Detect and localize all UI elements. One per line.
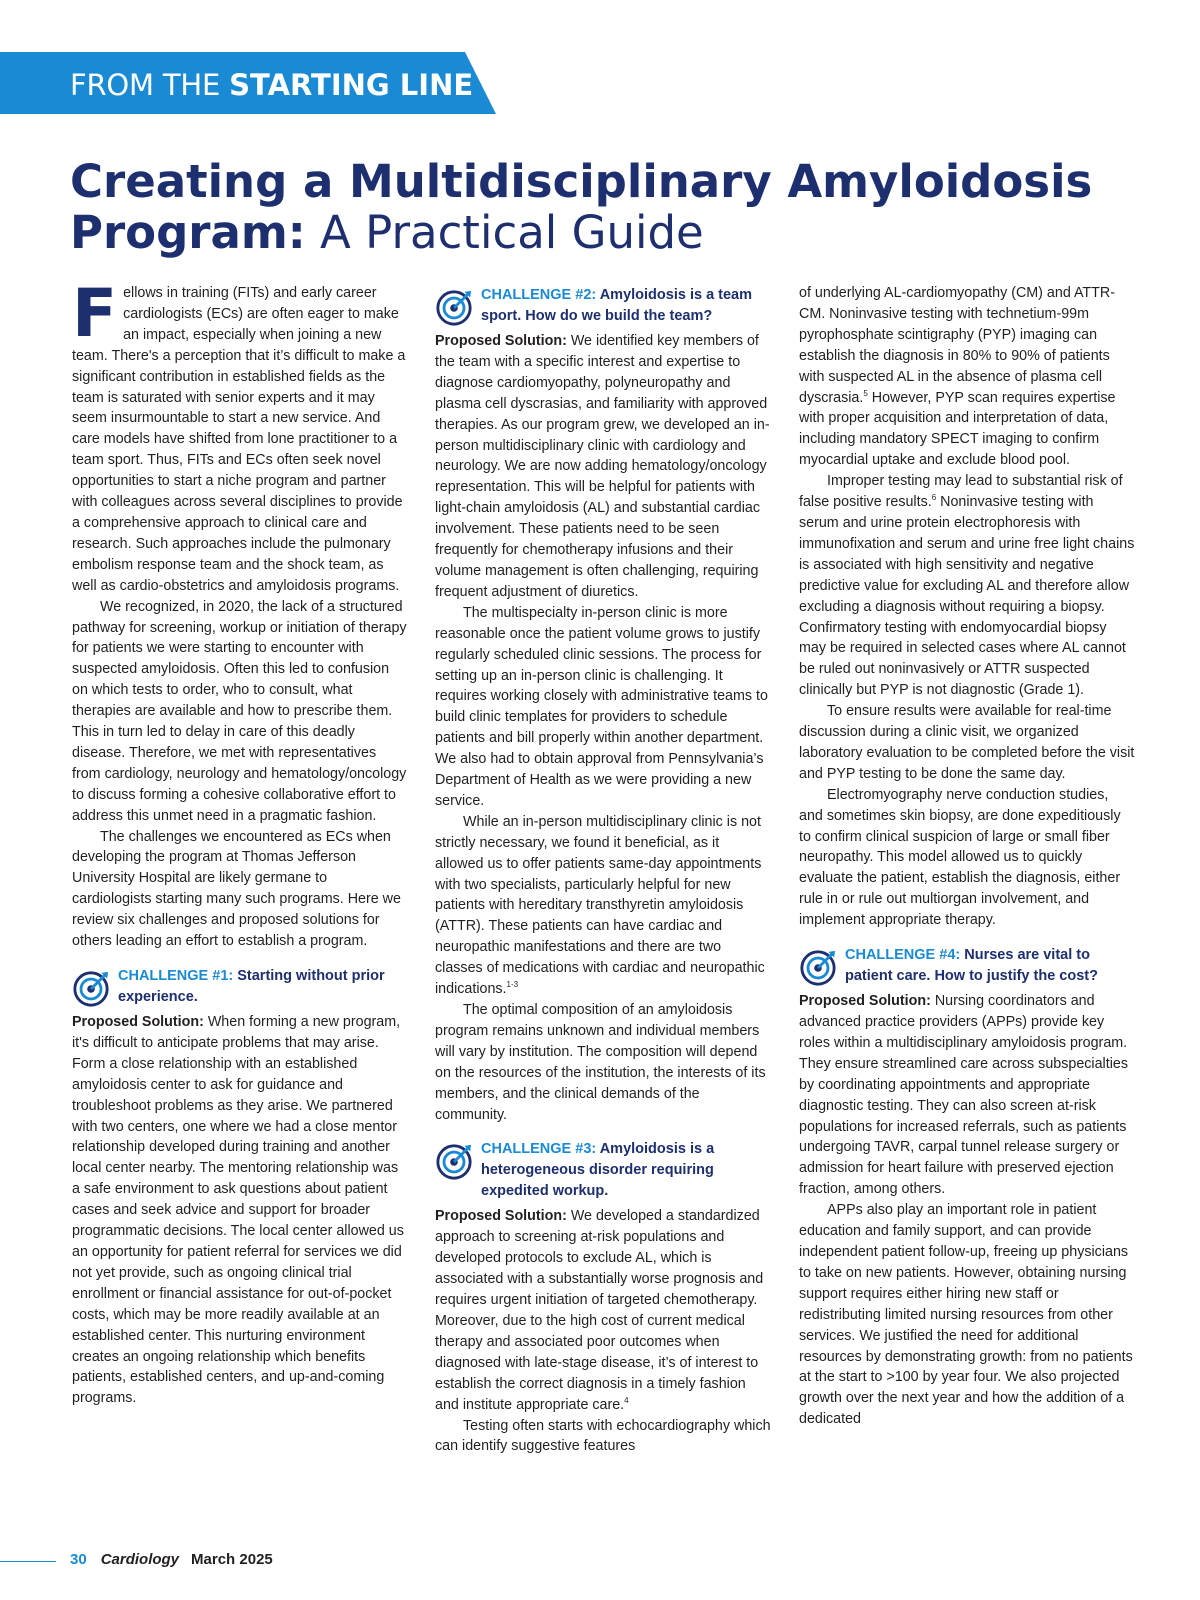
target-icon [799,949,837,987]
col3-p2-tail: Noninvasive testing with serum and urine protein electrophoresis with immunofixation and serum and urine free light chains is associated with high sensitivity and negative predictive value for excluding AL and therefore allow excluding a diagnosis without requiring a biopsy. Confirmatory testing with endomyocardial biopsy may be required in selected cases where AL cannot be ruled out noninvasively or ATTR suspected clinically but PYP is not diagnostic (Grade 1). [799,494,1135,699]
target-icon [435,289,473,327]
citation-superscript: 5 [863,388,868,398]
challenge-4-number: CHALLENGE #4: [845,947,961,964]
col3-p1-tail: However, PYP scan requires expertise with proper acquisition and interpretation of data, including mandatory SPECT imaging to confirm myocardial uptake and exclude blood pool. [799,389,1116,469]
challenge-2-title [481,285,771,327]
challenge-3-heading [435,1139,771,1202]
challenge-4-solution [799,991,1135,1200]
section-banner-label [70,68,473,102]
target-icon [435,1143,473,1181]
citation-superscript: 1-3 [506,980,519,990]
challenge-4-paragraph-2: APPs also play an important role in patient education and family support, and can provide independent patient follow-up, freeing up physicians to take on new patients. However, obtaining nursing support requires either hiring new staff or redistributing limited nursing resources from other services. We justified the need for additional resources by demonstrating growth: from no patients at the start to >100 by year four. We also projected growth over the next year and how the addition of a dedicated [799,1202,1133,1428]
citation-superscript: 6 [931,493,937,503]
challenge-2-heading [435,285,771,327]
page-number: 30 [70,1551,87,1568]
challenge-2-text: Amyloidosis is a team sport. How do we build the team? [481,287,753,324]
challenge-1-title [118,966,408,1008]
challenge-1-number: CHALLENGE #1: [118,968,234,984]
challenge-4-title [845,945,1135,987]
column-1 [72,275,408,1409]
challenge-3-paragraph-2: Testing often starts with echocardiography which can identify suggestive features [435,1417,771,1455]
banner-highlight: STARTING LINE [229,68,474,102]
challenge-2-paragraph-2: The multispecialty in-person clinic is more reasonable once the patient volume grows to justify regularly scheduled clinic sessions. The process for setting up an in-person clinic is challenging. It requires working closely with administrative teams to build clinic templates for providers to schedule patients and bill properly within another department. We also had to obtain approval from Pennsylvania’s Department of Health as we were providing a new service. [435,604,768,809]
banner-prefix: FROM THE [70,68,230,102]
column-3-paragraph-1 [799,283,1135,471]
drop-cap: F [72,275,118,352]
challenge-4-text: Nurses are vital to patient care. How to justify the cost? [845,947,1098,985]
intro-p1-text: ellows in training (FITs) and early career cardiologists (ECs) are often eager to make an impact, especially when joining a new team. There's a perception that it’s difficult to make a significant contribution in established fields as the team is saturated with senior experts and it may seem insurmountable to start a new service. And care models have shifted from lone practitioner to a team sport. Thus, FITs and ECs often seek novel opportunities to start a niche program and partner with colleagues across several disciplines to provide a comprehensive approach to clinical care and research. Such approaches include the pulmonary embolism response team and the shock team, as well as cardio-obstetrics and amyloidosis programs. [72,285,406,594]
proposed-solution-label: Proposed Solution: [72,1014,204,1030]
proposed-solution-label: Proposed Solution: [435,1208,567,1225]
challenge-2-solution-text: We identified key members of the team with a specific interest and expertise to diagnose cardiomyopathy, polyneuropathy and plasma cell dyscrasias, and familiarity with approved therapies. As our program grew, we developed an in-person multidisciplinary clinic with cardiology and neurology. We are now adding hematology/oncology representation. This will be helpful for patients with light-chain amyloidosis (AL) and substantial cardiac involvement. These patients need to be seen frequently for chemotherapy infusions and their volume management is often challenging, requiring frequent adjustment of diuretics. [435,333,770,600]
challenge-1-solution-text: When forming a new program, it's difficult to anticipate problems that may arise. Form a close relationship with an established amyloidosis center to ask for guidance and troubleshoot problems as they arise. We partnered with two centers, one where we had a close mentor relationship developed during training and another local center nearby. The mentoring relationship was a safe environment to ask questions about patient cases and seek advice and support for broader programmatic decisions. The local center allowed us an opportunity for patient referral for services we did not yet provide, such as ongoing clinical trial enrollment or financial assistance for out-of-pocket costs, which may be more readily available at an established center. This nurturing environment creates an ongoing relationship which benefits patients, established centers, and up-and-coming programs. [72,1014,404,1407]
challenge-4-solution-text: Nursing coordinators and advanced practice providers (APPs) provide key roles within a multidisciplinary amyloidosis program. They ensure streamlined care across subspecialties by coordinating appointments and appropriate diagnostic testing. They can also screen at-risk populations for increased referrals, such as patients undergoing TAVR, carpal tunnel release surgery or admission for heart failure with preserved ejection fraction, among others. [799,993,1128,1198]
magazine-name: Cardiology [100,1551,180,1568]
challenge-2-paragraph-3 [435,812,771,1000]
col3-p2-text: Improper testing may lead to substantial risk of false positive results. [799,473,1123,511]
challenge-3-solution-text: We developed a standardized approach to screening at-risk populations and developed protocols to exclude AL, which is associated with a substantially worse prognosis and requires urgent initiation of targeted chemotherapy. Moreover, due to the high cost of current medical therapy and associated poor outcomes when diagnosed with late-stage disease, it’s of interest to establish the correct diagnosis in a timely fashion and institute appropriate care. [435,1208,764,1413]
intro-paragraph-3: The challenges we encountered as ECs when developing the program at Thomas Jefferson University Hospital are likely germane to cardiologists starting many such programs. Here we review six challenges and proposed solutions for others leading an effort to establish a program. [72,828,401,950]
article-title [70,156,1170,258]
challenge-1-heading [72,966,408,1008]
column-3-paragraph-3: To ensure results were available for real-time discussion during a clinic visit, we organized laboratory evaluation to be completed before the visit and PYP testing to be done the same day. [799,703,1135,782]
challenge-4-heading [799,945,1135,987]
challenge-2-number: CHALLENGE #2: [481,287,597,303]
challenge-3-title [481,1139,771,1202]
challenge-3-solution [435,1206,771,1415]
proposed-solution-label: Proposed Solution: [799,993,931,1010]
title-light: A Practical Guide [305,206,704,259]
challenge-2-paragraph-4: The optimal composition of an amyloidosis program remains unknown and individual members will vary by institution. The composition will depend on the resources of the institution, the interests of its members, and the clinical demands of the community. [435,1002,766,1123]
challenge-3-text: Amyloidosis is a heterogeneous disorder requiring expedited workup. [481,1141,715,1200]
intro-paragraph-1 [72,275,408,597]
challenge-1-solution [72,1012,408,1409]
citation-superscript: 4 [624,1395,629,1405]
page-footer [70,1551,273,1568]
column-3-paragraph-2 [799,471,1135,701]
challenge-3-number: CHALLENGE #3: [481,1141,597,1158]
issue-date: March 2025 [191,1551,273,1568]
challenge-2-solution [435,331,771,603]
column-3 [799,283,1135,1430]
footer-rule [0,1561,56,1562]
challenge-1-text: Starting without prior experience. [118,968,385,1005]
intro-paragraph-2: We recognized, in 2020, the lack of a structured pathway for screening, workup or initiation of therapy for patients we were starting to encounter with suspected amyloidosis. Often this led to confusion on which tests to order, who to consult, what therapies are available and how to prescribe them. This in turn led to delay in care of this deadly disease. Therefore, we met with representatives from cardiology, neurology and hematology/oncology to discuss forming a cohesive collaborative effort to address this unmet need in a pragmatic fashion. [72,598,407,824]
challenge-2-p3-text: While an in-person multidisciplinary clinic is not strictly necessary, we found it beneficial, as it allowed us to offer patients same-day appointments with two specialists, particularly helpful for new patients with hereditary transthyretin amyloidosis (ATTR). These patients can have cardiac and neuropathic manifestations and there are two classes of medications with cardiac and neuropathic indications. [435,813,765,998]
column-3-paragraph-4: Electromyography nerve conduction studies, and sometimes skin biopsy, are done expeditiously to confirm clinical suspicion of large or small fiber neuropathy. This model allowed us to quickly evaluate the patient, establish the diagnosis, either rule in or rule out multiorgan involvement, and implement appropriate therapy. [799,786,1121,929]
target-icon [72,970,110,1008]
col3-p1-text: of underlying AL-cardiomyopathy (CM) and ATTR-CM. Noninvasive testing with technetium-99m pyrophosphate scintigraphy (PYP) imaging can establish the diagnosis in 80% to 90% of patients with suspected AL in the absence of plasma cell dyscrasia. [799,285,1115,406]
proposed-solution-label: Proposed Solution: [435,333,567,349]
title-bold: Creating a Multidisciplinary Amyloidosis Program: [70,155,1093,259]
column-2 [435,283,771,1457]
